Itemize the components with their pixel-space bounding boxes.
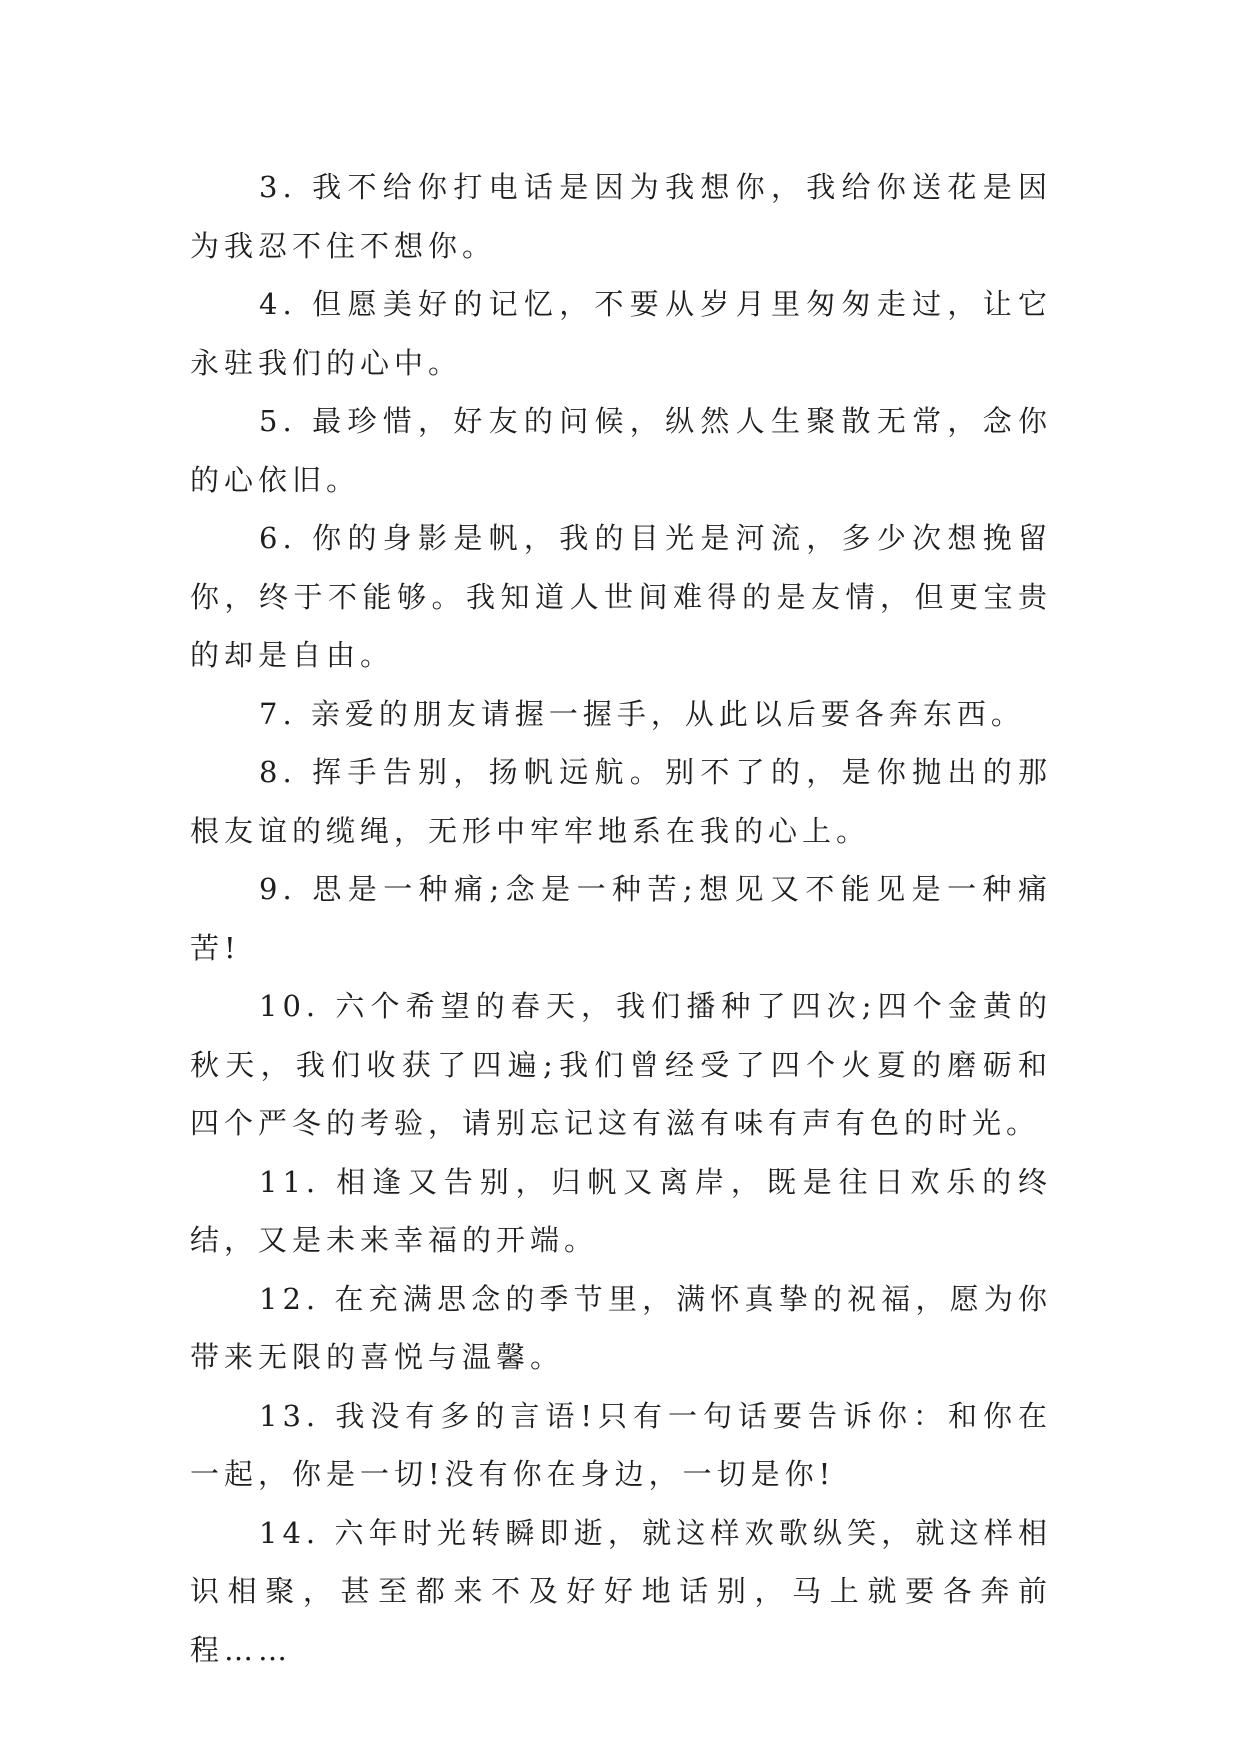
paragraph-item-14: 14. 六年时光转瞬即逝，就这样欢歌纵笑，就这样相识相聚，甚至都来不及好好地话别，马上就要各奔前程…… <box>190 1515 1052 1667</box>
paragraph-item-9: 9. 思是一种痛;念是一种苦;想见又不能见是一种痛苦! <box>190 872 1052 965</box>
paragraph-item-7: 7. 亲爱的朋友请握一握手，从此以后要各奔东西。 <box>259 696 1025 731</box>
paragraph-item-10: 10. 六个希望的春天，我们播种了四次;四个金黄的秋天，我们收获了四遍;我们曾经受了四个火夏的磨砺和四个严冬的考验，请别忘记这有滋有味有声有色的时光。 <box>190 989 1052 1140</box>
paragraph-item-12: 12. 在充满思念的季节里，满怀真挚的祝福，愿为你带来无限的喜悦与温馨。 <box>190 1281 1052 1374</box>
document-body <box>190 158 1052 1679</box>
paragraph-item-6: 6. 你的身影是帆，我的目光是河流，多少次想挽留你，终于不能够。我知道人世间难得的是友情，但更宝贵的却是自由。 <box>190 521 1052 672</box>
paragraph-item-3: 3. 我不给你打电话是因为我想你，我给你送花是因为我忍不住不想你。 <box>190 170 1052 263</box>
paragraph-item-8: 8. 挥手告别，扬帆远航。别不了的，是你抛出的那根友谊的缆绳，无形中牢牢地系在我的心上。 <box>190 755 1052 848</box>
paragraph-item-4: 4. 但愿美好的记忆，不要从岁月里匆匆走过，让它永驻我们的心中。 <box>190 287 1052 380</box>
paragraph-item-11: 11. 相逢又告别，归帆又离岸，既是往日欢乐的终结，又是未来幸福的开端。 <box>190 1164 1052 1257</box>
paragraph-item-13: 13. 我没有多的言语!只有一句话要告诉你：和你在一起，你是一切!没有你在身边，一切是你! <box>190 1398 1052 1491</box>
paragraph-item-5: 5. 最珍惜，好友的问候，纵然人生聚散无常，念你的心依旧。 <box>190 404 1052 497</box>
